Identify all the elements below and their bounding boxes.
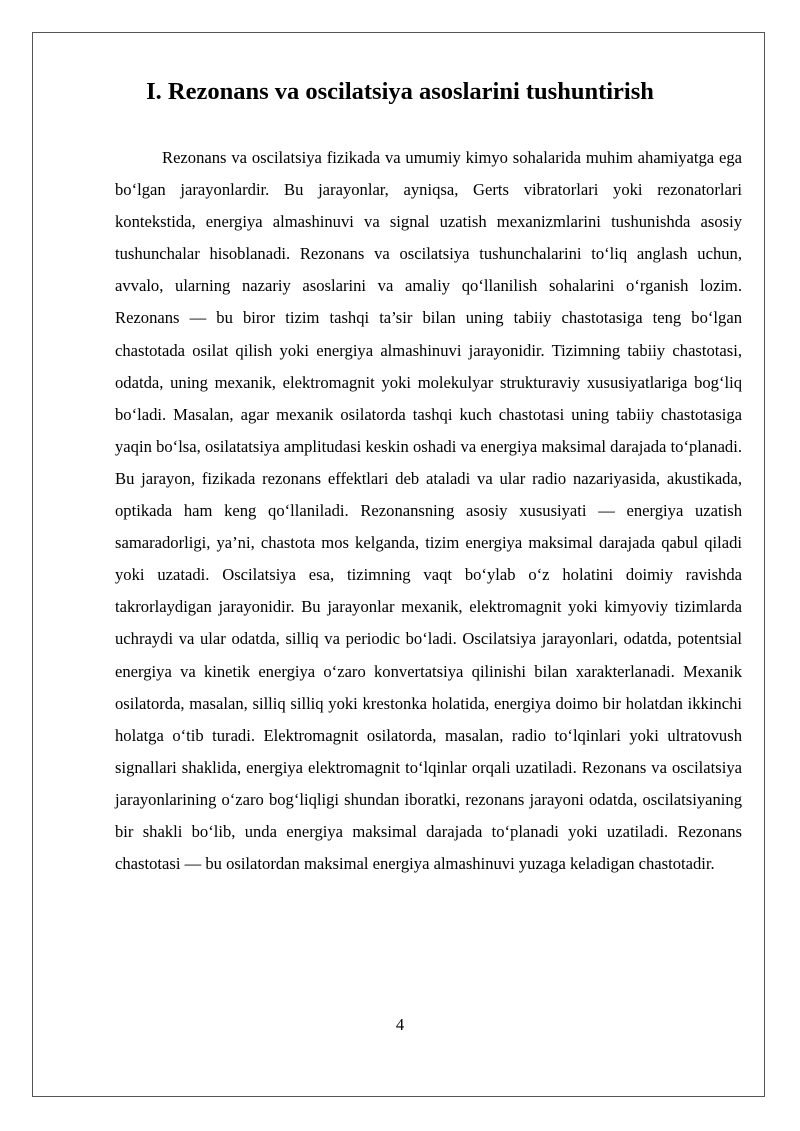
body-paragraph: Rezonans va oscilatsiya fizikada va umumiy kimyo sohalarida muhim ahamiyatga ega bo‘lgan jarayonlardir. Bu jarayonlar, ayniqsa, Gerts vibratorlari yoki rezonatorlari kontekstida, energiya almashinuvi va signal uzatish mexanizmlarini tushunishda asosiy tushunchalar hisoblanadi. Rezonans va oscilatsiya tushunchalarini to‘liq anglash uchun, avvalo, ularning nazariy asoslarini va amaliy qo‘llanilish sohalarini o‘rganish lozim. Rezonans — bu biror tizim tashqi ta’sir bilan uning tabiiy chastotasiga teng bo‘lgan chastotada osilat qilish yoki energiya almashinuvi jarayonidir. Tizimning tabiiy chastotasi, odatda, uning mexanik, elektromagnit yoki molekulyar strukturaviy xususiyatlariga bog‘liq bo‘ladi. Masalan, agar mexanik osilatorda tashqi kuch chastotasi uning tabiiy chastotasiga yaqin bo‘lsa, osilatatsiya amplitudasi keskin oshadi va energiya maksimal darajada to‘planadi. Bu jarayon, fizikada rezonans effektlari deb ataladi va ular radio nazariyasida, akustikada, optikada ham keng qo‘llaniladi. Rezonansning asosiy xususiyati — energiya uzatish samaradorligi, ya’ni, chastota mos kelganda, tizim energiya maksimal darajada qabul qiladi yoki uzatadi. Oscilatsiya esa, tizimning vaqt bo‘ylab o‘z holatini doimiy ravishda takrorlaydigan jarayonidir. Bu jarayonlar mexanik, elektromagnit yoki kimyoviy tizimlarda uchraydi va ular odatda, silliq va periodic bo‘ladi. Oscilatsiya jarayonlari, odatda, potentsial energiya va kinetik energiya o‘zaro konvertatsiya qilinishi bilan xarakterlanadi. Mexanik osilatorda, masalan, silliq silliq yoki krestonka holatida, energiya doimo bir holatdan ikkinchi holatga o‘tib turadi. Elektromagnit osilatorda, masalan, radio to‘lqinlari yoki ultratovush signallari shaklida, energiya elektromagnit to‘lqinlar orqali uzatiladi. Rezonans va oscilatsiya jarayonlarining o‘zaro bog‘liqligi shundan iboratki, rezonans jarayoni odatda, oscilatsiyaning bir shakli bo‘lib, unda energiya maksimal darajada to‘planadi yoki uzatiladi. Rezonans chastotasi — bu osilatordan maksimal energiya almashinuvi yuzaga keladigan chastotadir. [115, 148, 742, 874]
section-heading: I. Rezonans va oscilatsiya asoslarini tushuntirish [146, 78, 654, 105]
page-number: 4 [395, 1015, 405, 1034]
